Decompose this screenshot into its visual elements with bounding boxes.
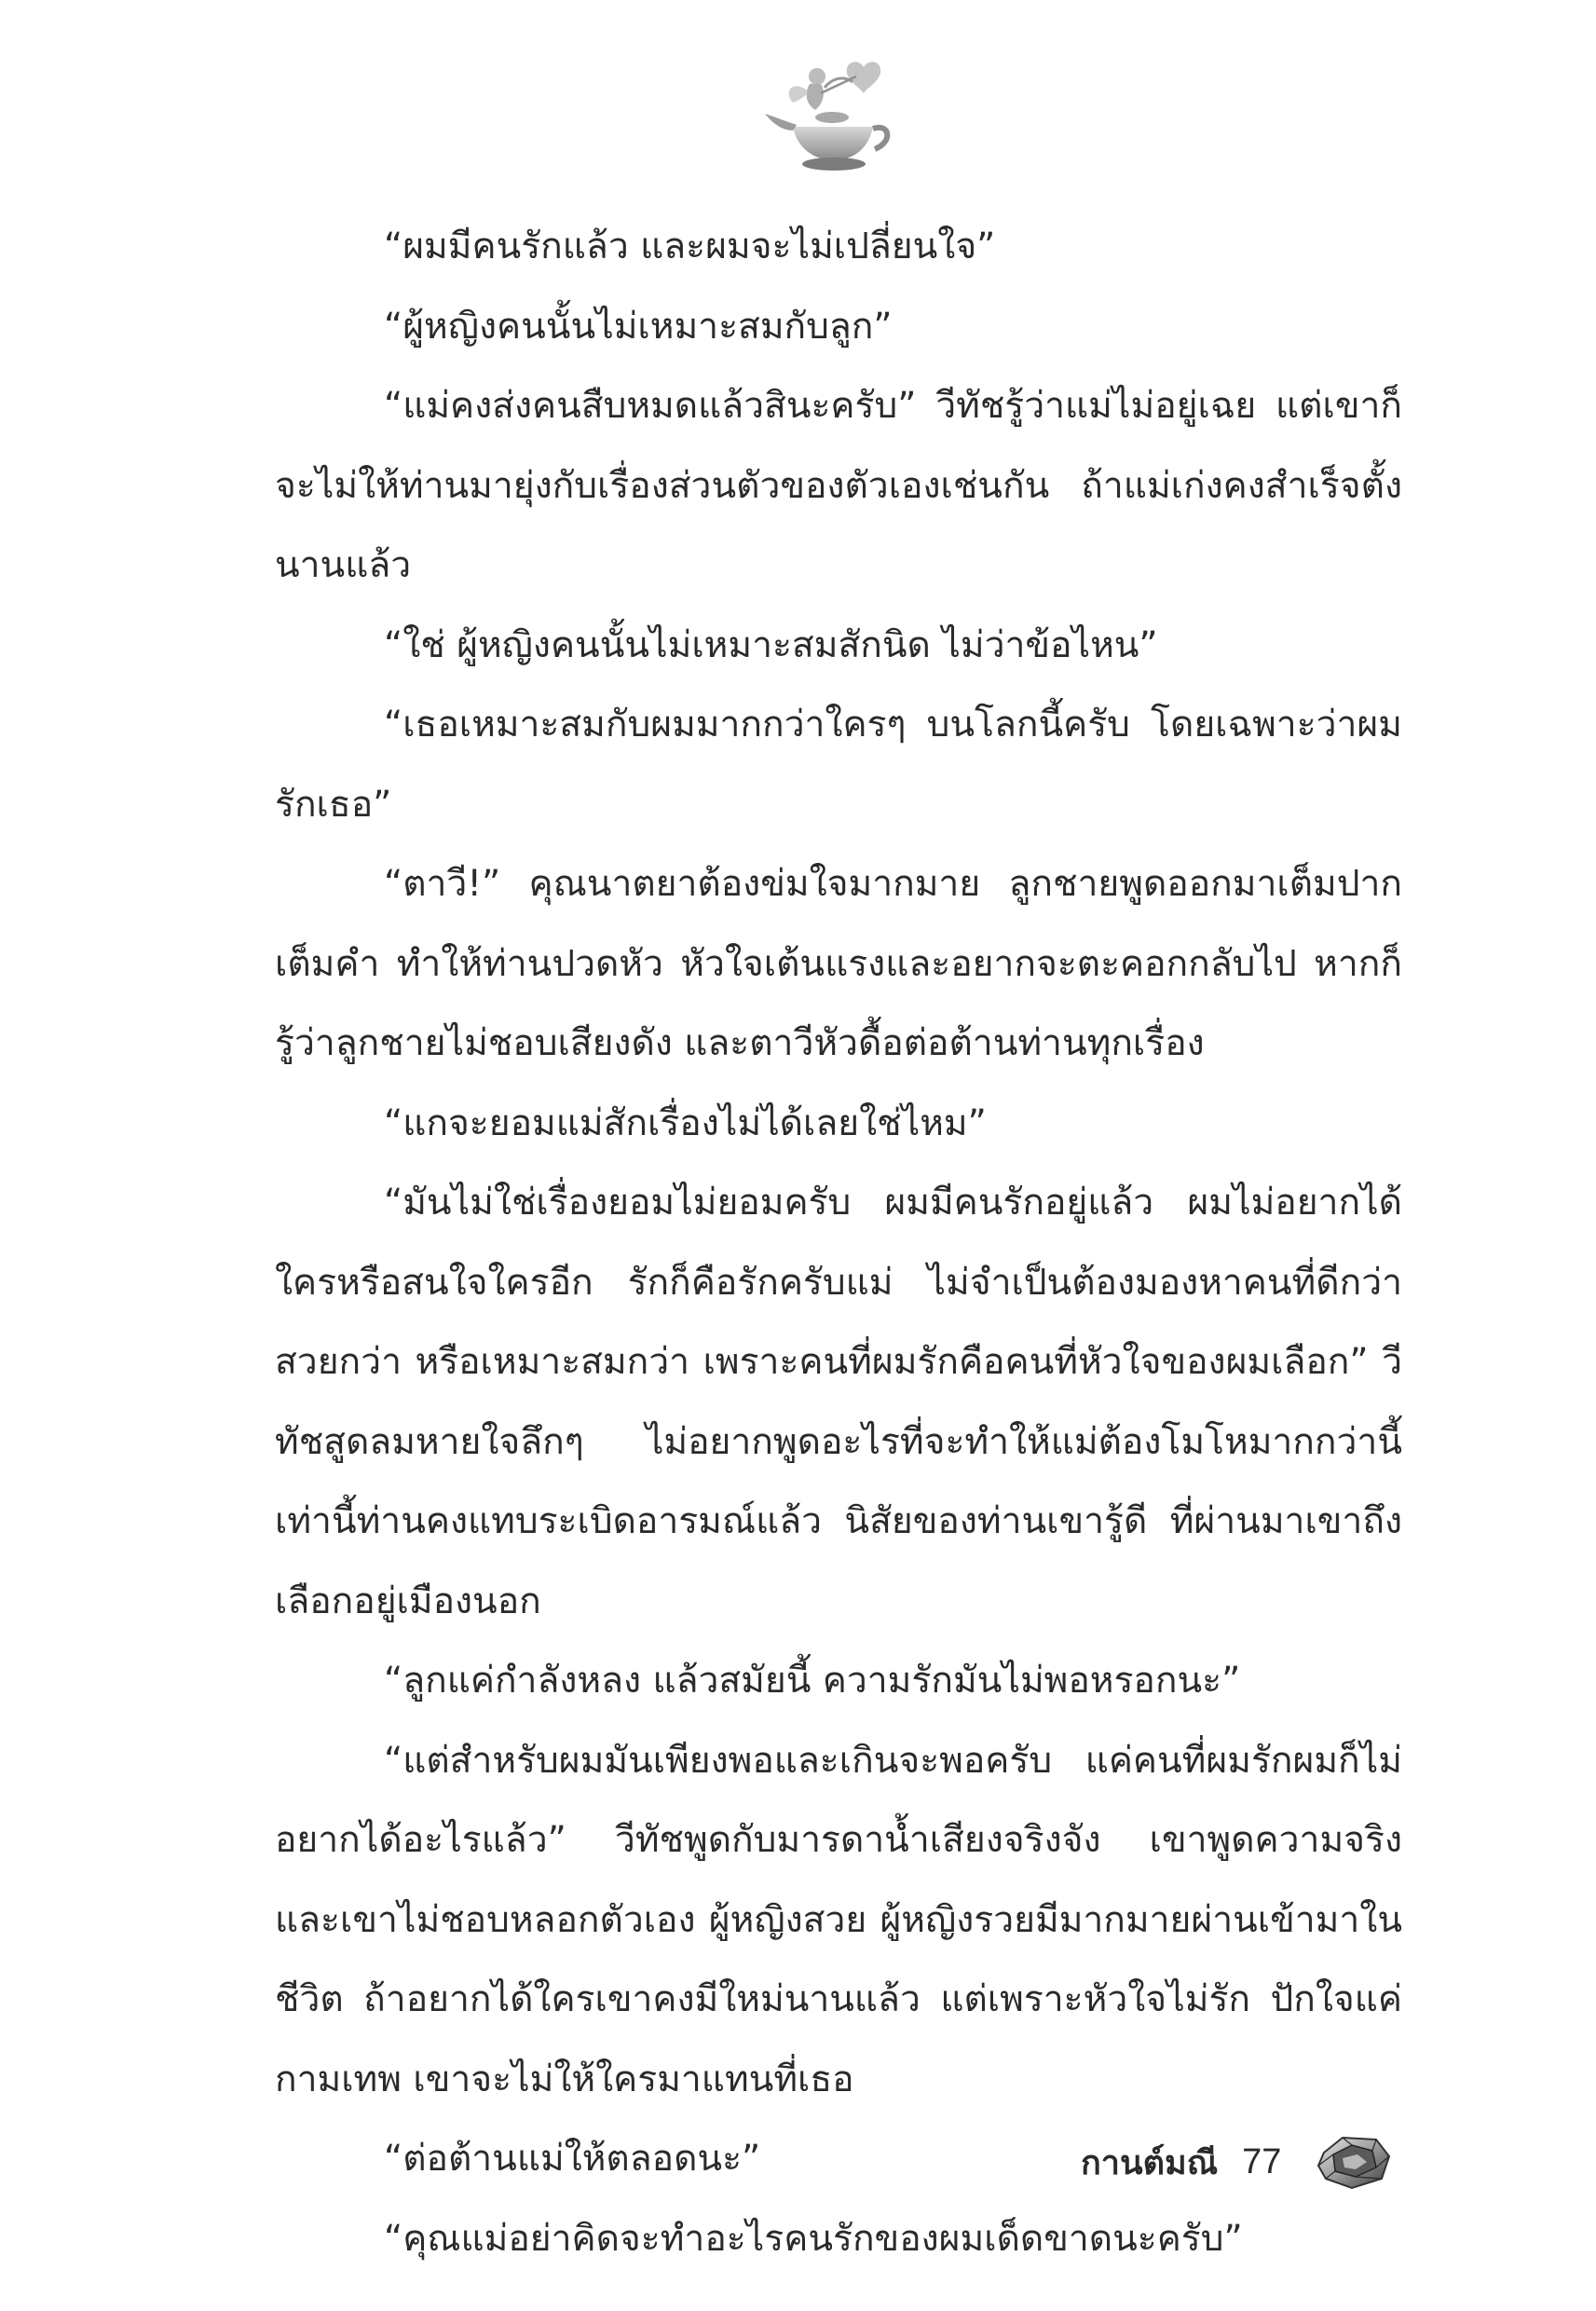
paragraph: “ใช่ ผู้หญิงคนนั้นไม่เหมาะสมสักนิด ไม่ว่าข้อไหน” [384,623,1158,666]
paragraph: “มันไม่ใช่เรื่องยอมไม่ยอมครับ ผมมีคนรักอยู่แล้ว ผมไม่อยากได้ใครหรือสนใจใครอีก รักก็คือรักครับแม่ ไม่จำเป็นต้องมองหาคนที่ดีกว่า สวยกว่า หรือเหมาะสมกว่า เพราะคนที่ผมรักคือคนที่หัวใจของผมเลือก” วีทัชสูดลมหายใจลึกๆ ไม่อยากพูดอะไรที่จะทำให้แม่ต้องโมโหมากกว่านี้ เท่านี้ท่านคงแทบระเบิดอารมณ์แล้ว นิสัยของท่านเขารู้ดี ที่ผ่านมาเขาถึงเลือกอยู่เมืองนอก [275,1182,1402,1622]
paragraph: “ผู้หญิงคนนั้นไม่เหมาะสมกับลูก” [384,305,893,348]
paragraph: “แม่คงส่งคนสืบหมดแล้วสินะครับ” วีทัชรู้ว่าแม่ไม่อยู่เฉย แต่เขาก็จะไม่ให้ท่านมายุ่งกับเรื่องส่วนตัวของตัวเองเช่นกัน ถ้าแม่เก่งคงสำเร็จตั้งนานแล้ว [275,385,1402,586]
paragraph: “แต่สำหรับผมมันเพียงพอและเกินจะพอครับ แค่คนที่ผมรักผมก็ไม่อยากได้อะไรแล้ว” วีทัชพูดกับมารดาน้ำเสียงจริงจัง เขาพูดความจริง และเขาไม่ชอบหลอกตัวเอง ผู้หญิงสวย ผู้หญิงรวยมีมากมายผ่านเข้ามาในชีวิต ถ้าอยากได้ใครเขาคงมีใหม่นานแล้ว แต่เพราะหัวใจไม่รัก ปักใจแค่กามเทพ เขาจะไม่ให้ใครมาแทนที่เธอ [275,1739,1402,2100]
page-number: 77 [1242,2141,1282,2181]
paragraph: “ผมมีคนรักแล้ว และผมจะไม่เปลี่ยนใจ” [384,226,996,267]
paragraph: “ลูกแค่กำลังหลง แล้วสมัยนี้ ความรักมันไม่พอหรอกนะ” [384,1660,1241,1702]
cupid-teapot-ornament-icon [759,56,899,177]
paragraph: “คุณแม่อย่าคิดจะทำอะไรคนรักของผมเด็ดขาดนะครับ” [384,2217,1243,2260]
page-footer [1081,2129,1393,2195]
paragraph: “แกจะยอมแม่สักเรื่องไม่ได้เลยใช่ไหม” [384,1101,987,1144]
gem-ornament-icon [1315,2132,1393,2192]
paragraph: “เธอเหมาะสมกับผมมากกว่าใครๆ บนโลกนี้ครับ โดยเฉพาะว่าผมรักเธอ” [275,704,1402,826]
book-title: กานต์มณี [1081,2143,1219,2182]
paragraph: “ต่อต้านแม่ให้ตลอดนะ” [384,2138,761,2180]
body-text [275,207,1402,2278]
paragraph: “ตาวี!” คุณนาตยาต้องข่มใจมากมาย ลูกชายพูดออกมาเต็มปากเต็มคำ ทำให้ท่านปวดหัว หัวใจเต้นแรงและอยากจะตะคอกกลับไป หากก็รู้ว่าลูกชายไม่ชอบเสียงดัง และตาวีหัวดื้อต่อต้านท่านทุกเรื่อง [275,863,1402,1064]
